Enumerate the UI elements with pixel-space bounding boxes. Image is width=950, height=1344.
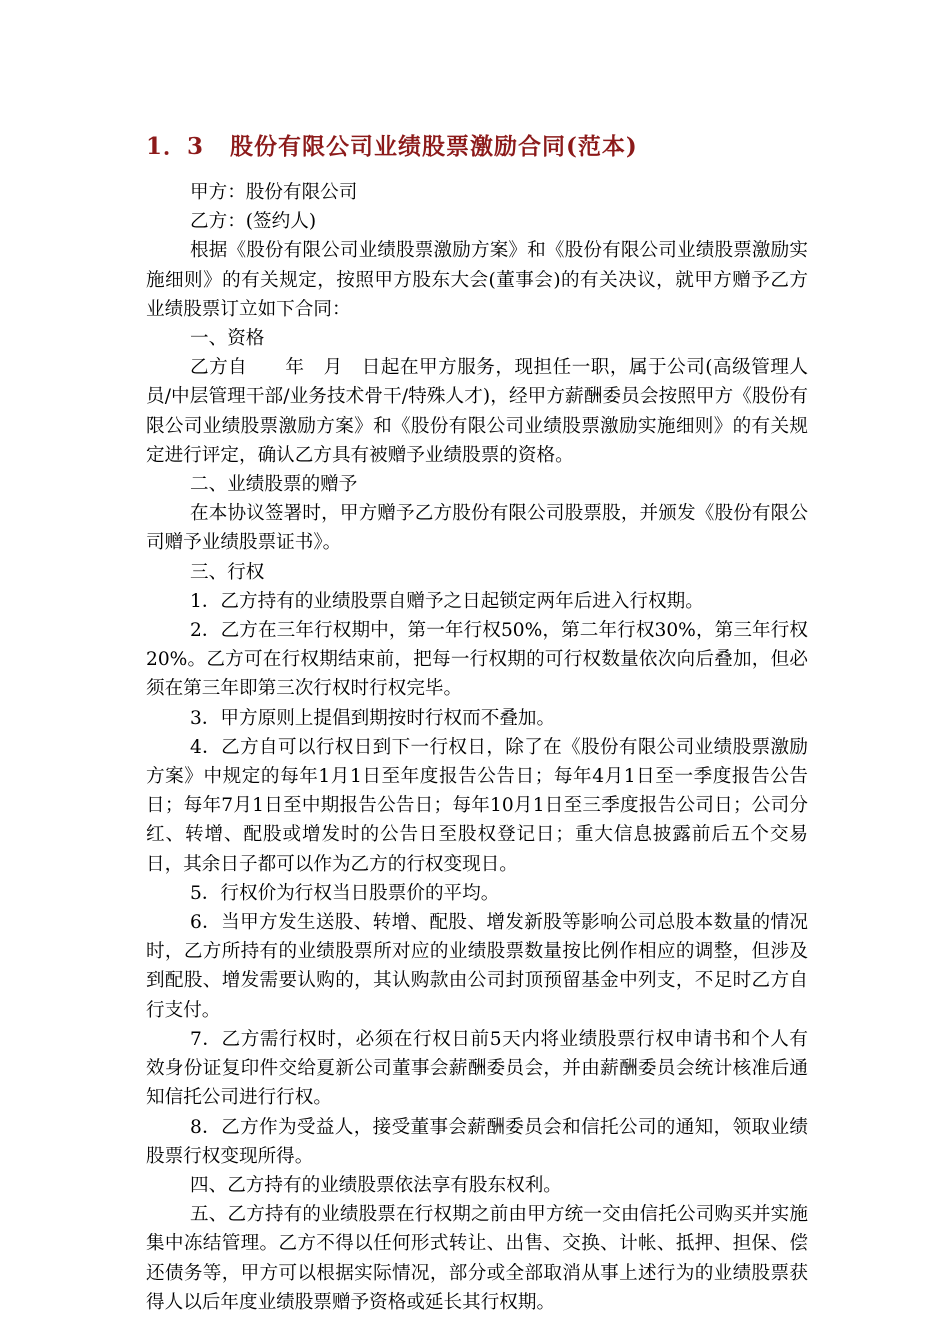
- qualification-paragraph: 乙方自 年 月 日起在甲方服务，现担任一职，属于公司(高级管理人员/中层管理干部/业务技术骨干/特殊人才)，经甲方薪酬委员会按照甲方《股份有限公司业绩股票激励方案》和《股份有限公司业绩股票激励实施细则》的有关规定进行评定，确认乙方具有被赠予业绩股票的资格。: [146, 357, 808, 466]
- exercise-clause-3: 3．甲方原则上提倡到期按时行权而不叠加。: [190, 707, 556, 729]
- exercise-clause-5: 5．行权价为行权当日股票价的平均。: [190, 882, 500, 904]
- exercise-clause-7: 7．乙方需行权时，必须在行权日前5天内将业绩股票行权申请书和个人有效身份证复印件交给夏新公司董事会薪酬委员会，并由薪酬委员会统计核准后通知信托公司进行行权。: [146, 1028, 808, 1109]
- exercise-clause-2: 2．乙方在三年行权期中，第一年行权50%，第二年行权30%，第三年行权20%。乙方可在行权期结束前，把每一行权期的可行权数量依次向后叠加，但必须在第三年即第三次行权时行权完毕。: [146, 620, 808, 700]
- section-heading-grant: 二、业绩股票的赠予: [190, 474, 358, 496]
- section-heading-shareholder-rights: 四、乙方持有的业绩股票依法享有股东权利。: [190, 1174, 562, 1196]
- grant-paragraph: 在本协议签署时，甲方赠予乙方股份有限公司股票股，并颁发《股份有限公司赠予业绩股票证书》。: [146, 503, 808, 554]
- title-text: 股份有限公司业绩股票激励合同(范本): [230, 133, 638, 160]
- exercise-clause-8: 8．乙方作为受益人，接受董事会薪酬委员会和信托公司的通知，领取业绩股票行权变现所得。: [146, 1116, 808, 1167]
- party-b-line: 乙方：(签约人): [190, 211, 317, 233]
- section-heading-qualification: 一、资格: [190, 328, 265, 350]
- section-heading-exercise: 三、行权: [190, 561, 265, 583]
- document-title: [146, 130, 808, 164]
- document-body: [146, 178, 808, 1317]
- preamble-paragraph: 根据《股份有限公司业绩股票激励方案》和《股份有限公司业绩股票激励实施细则》的有关规定，按照甲方股东大会(董事会)的有关决议，就甲方赠予乙方业绩股票订立如下合同：: [146, 240, 808, 320]
- exercise-clause-4: 4．乙方自可以行权日到下一行权日，除了在《股份有限公司业绩股票激励方案》中规定的每年1月1日至年度报告公告日；每年4月1日至一季度报告公告日；每年7月1日至中期报告公告日；每年10月1日至三季度报告公司日；公司分红、转增、配股或增发时的公告日至股权登记日；重大信息披露前后五个交易日，其余日子都可以作为乙方的行权变现日。: [146, 736, 808, 875]
- title-number: 1．3: [146, 133, 205, 160]
- document-page: [146, 130, 808, 1317]
- section-five-paragraph: 五、乙方持有的业绩股票在行权期之前由甲方统一交由信托公司购买并实施集中冻结管理。乙方不得以任何形式转让、出售、交换、计帐、抵押、担保、偿还债务等，甲方可以根据实际情况，部分或全部取消从事上述行为的业绩股票获得人以后年度业绩股票赠予资格或延长其行权期。: [146, 1204, 808, 1313]
- party-a-line: 甲方：股份有限公司: [190, 182, 358, 203]
- exercise-clause-6: 6．当甲方发生送股、转增、配股、增发新股等影响公司总股本数量的情况时，乙方所持有的业绩股票所对应的业绩股票数量按比例作相应的调整，但涉及到配股、增发需要认购的，其认购款由公司封顶预留基金中列支，不足时乙方自行支付。: [146, 912, 808, 1021]
- exercise-clause-1: 1．乙方持有的业绩股票自赠予之日起锁定两年后进入行权期。: [190, 590, 704, 612]
